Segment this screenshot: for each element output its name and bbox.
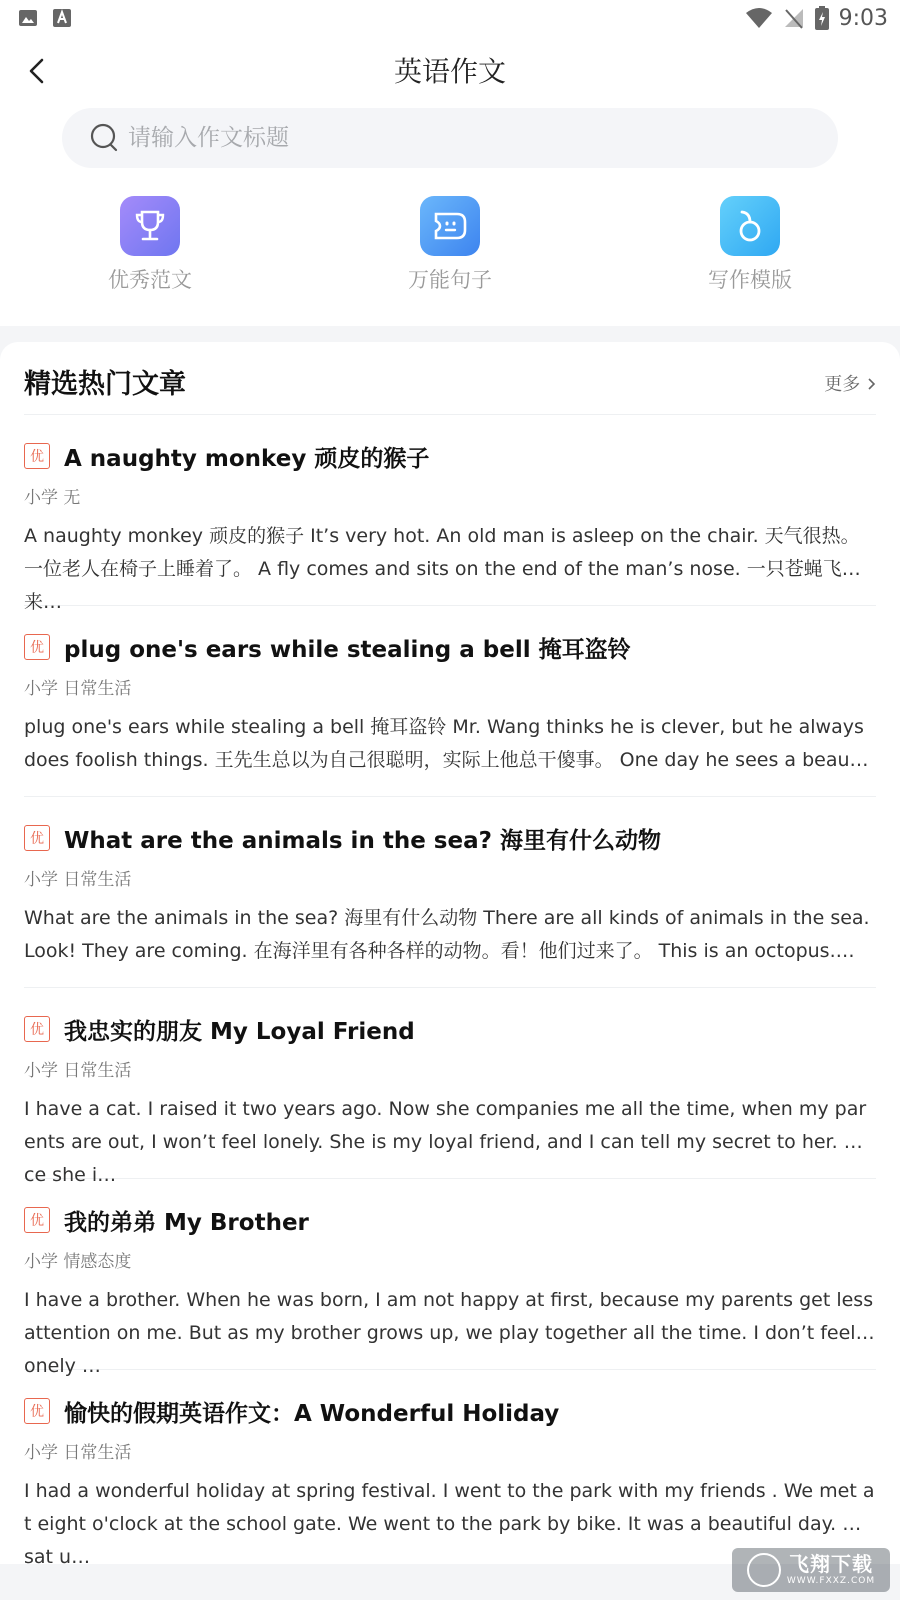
article-excerpt: A naughty monkey 顽皮的猴子 It’s very hot. An old man is asleep on the chair. 天气很热。一位老人在椅子上睡着了。 A fly comes and sits on the end of the man’s nose. 一只苍蝇飞来… — [24, 525, 860, 613]
search-icon — [90, 123, 120, 153]
wifi-icon — [745, 7, 773, 29]
article-meta: 小学 日常生活 — [24, 1061, 132, 1081]
search-bar[interactable] — [62, 108, 838, 168]
quick-link-excellent-essays[interactable] — [70, 196, 230, 294]
article-title: plug one's ears while stealing a bell 掩耳盗铃 — [64, 636, 631, 663]
page-title: 英语作文 — [393, 55, 506, 88]
chevron-right-icon — [866, 377, 876, 391]
image-notification-icon — [18, 8, 38, 28]
status-left — [18, 8, 72, 28]
watermark-text-group — [787, 1554, 875, 1586]
excellent-badge: 优 — [24, 825, 50, 851]
article-title-row — [24, 1394, 876, 1428]
quick-link-writing-templates[interactable] — [670, 196, 830, 294]
article-meta: 小学 无 — [24, 488, 81, 508]
article-item[interactable] — [24, 415, 876, 613]
keyboard-notification-icon — [52, 8, 72, 28]
article-excerpt: plug one's ears while stealing a bell 掩耳盗铃 Mr. Wang thinks he is clever, but he always does foolish things. 王先生总以为自己很聪明，实际上他总干傻事。 One day he sees a beau… — [24, 716, 869, 771]
quick-link-universal-sentences[interactable] — [370, 196, 530, 294]
status-right — [745, 6, 888, 31]
article-title-row — [24, 1012, 876, 1046]
article-item[interactable] — [24, 988, 876, 1186]
article-title-row — [24, 439, 876, 473]
sentence-icon — [420, 196, 480, 256]
article-title: 愉快的假期英语作文：A Wonderful Holiday — [64, 1400, 560, 1427]
article-title: 我忠实的朋友 My Loyal Friend — [64, 1018, 415, 1045]
watermark-sub: WWW.FXXZ.COM — [786, 1576, 876, 1586]
article-title-row — [24, 630, 876, 664]
quick-link-label: 写作模版 — [708, 268, 792, 292]
article-excerpt: What are the animals in the sea? 海里有什么动物 There are all kinds of animals in the sea. Look! They are coming. 在海洋里有各种各样的动物。看！他们过来了。 This is an octopus.… — [24, 907, 870, 962]
article-meta: 小学 情感态度 — [24, 1252, 132, 1272]
article-excerpt: I have a brother. When he was born, I am not happy at first, because my parents get less attention on me. But as my brother grows up, we play together all the time. I don’t feel lonely … — [24, 1289, 874, 1377]
excellent-badge: 优 — [24, 443, 50, 469]
quick-link-label: 万能句子 — [408, 268, 492, 292]
article-meta: 小学 日常生活 — [24, 1443, 132, 1463]
status-time: 9:03 — [838, 5, 888, 31]
article-title-row — [24, 821, 876, 855]
section-header — [24, 342, 876, 415]
top-area — [0, 36, 900, 326]
article-excerpt: I had a wonderful holiday at spring festival. I went to the park with my friends . We met at eight o'clock at the school gate. We went to the park by bike. It was a beautiful day. We sat u… — [24, 1480, 875, 1568]
excellent-badge: 优 — [24, 1207, 50, 1233]
search-input[interactable] — [126, 124, 790, 152]
article-title: What are the animals in the sea? 海里有什么动物 — [64, 827, 661, 854]
article-item[interactable] — [24, 797, 876, 988]
article-excerpt: I have a cat. I raised it two years ago. Now she companies me all the time, when my parents are out, I won’t feel lonely. She is my loyal friend, and I can tell my secret to her. Once she i… — [24, 1098, 871, 1186]
article-title: A naughty monkey 顽皮的猴子 — [64, 445, 430, 472]
excellent-badge: 优 — [24, 1016, 50, 1042]
article-item[interactable] — [24, 606, 876, 797]
watermark-logo-icon — [747, 1553, 781, 1587]
template-icon — [720, 196, 780, 256]
quick-links — [0, 196, 900, 306]
trophy-icon — [120, 196, 180, 256]
more-label: 更多 — [824, 374, 861, 395]
article-meta: 小学 日常生活 — [24, 870, 132, 890]
battery-icon — [815, 6, 829, 30]
nav-bar — [0, 36, 900, 106]
status-bar — [0, 0, 900, 36]
article-meta: 小学 日常生活 — [24, 679, 132, 699]
featured-articles-section — [0, 342, 900, 1568]
no-signal-icon — [783, 7, 805, 29]
article-title: 我的弟弟 My Brother — [64, 1209, 309, 1236]
article-item[interactable] — [24, 1179, 876, 1377]
excellent-badge: 优 — [24, 634, 50, 660]
more-link[interactable] — [824, 370, 876, 396]
quick-link-label: 优秀范文 — [108, 268, 192, 292]
watermark — [732, 1548, 890, 1592]
article-title-row — [24, 1203, 876, 1237]
section-title: 精选热门文章 — [24, 369, 186, 400]
excellent-badge: 优 — [24, 1398, 50, 1424]
watermark-text: 飞翔下载 — [788, 1552, 873, 1576]
